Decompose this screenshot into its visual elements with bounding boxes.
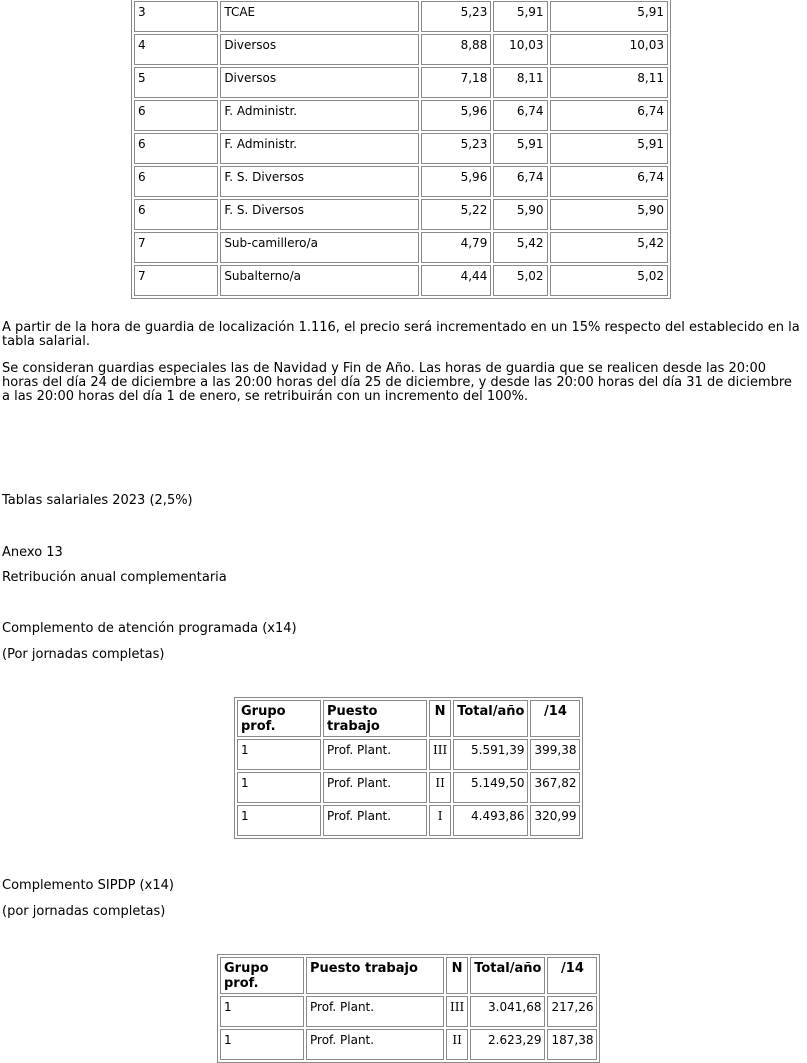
col-n: N xyxy=(446,957,468,994)
col-14: /14 xyxy=(530,700,580,737)
cell-puesto: F. S. Diversos xyxy=(220,166,419,197)
cell-price-3: 5,91 xyxy=(550,1,668,32)
cell-price-2: 5,42 xyxy=(493,232,547,263)
cell-n: III xyxy=(429,739,451,770)
cell-grupo: 1 xyxy=(237,739,321,770)
cell-total: 5.591,39 xyxy=(453,739,528,770)
cell-price-2: 10,03 xyxy=(493,34,547,65)
col-total: Total/año xyxy=(470,957,545,994)
cell-price-3: 6,74 xyxy=(550,100,668,131)
cell-14: 367,82 xyxy=(530,772,580,803)
cell-total: 2.623,29 xyxy=(470,1029,545,1060)
cell-price-base: 5,96 xyxy=(421,166,491,197)
annex-label: Anexo 13 xyxy=(2,545,63,560)
cell-grupo: 7 xyxy=(134,232,218,263)
cell-price-base: 5,23 xyxy=(421,133,491,164)
cell-price-3: 5,42 xyxy=(550,232,668,263)
cell-grupo: 6 xyxy=(134,199,218,230)
cell-price-3: 6,74 xyxy=(550,166,668,197)
col-total: Total/año xyxy=(453,700,528,737)
cell-puesto: Prof. Plant. xyxy=(323,739,427,770)
table-header-row xyxy=(237,700,580,737)
section2-subtitle: (por jornadas completas) xyxy=(2,904,166,919)
cell-14: 187,38 xyxy=(547,1029,597,1060)
cell-puesto: Prof. Plant. xyxy=(323,805,427,836)
table-row xyxy=(134,34,668,65)
cell-grupo: 1 xyxy=(220,1029,304,1060)
table-row xyxy=(220,1029,597,1060)
cell-grupo: 3 xyxy=(134,1,218,32)
cell-grupo: 1 xyxy=(237,772,321,803)
localization-paragraph: A partir de la hora de guardia de localización 1.116, el precio será incrementado en un 15% respecto del establecido en la tabla salarial. xyxy=(2,320,800,349)
cell-14: 399,38 xyxy=(530,739,580,770)
cell-grupo: 5 xyxy=(134,67,218,98)
cell-grupo: 1 xyxy=(237,805,321,836)
atencion-programada-table xyxy=(234,697,583,839)
cell-total: 3.041,68 xyxy=(470,996,545,1027)
cell-price-base: 8,88 xyxy=(421,34,491,65)
cell-puesto: Subalterno/a xyxy=(220,265,419,296)
table-row xyxy=(134,199,668,230)
special-guards-paragraph: Se consideran guardias especiales las de Navidad y Fin de Año. Las horas de guardia que se realicen desde las 20:00 horas del día 24 de diciembre a las 20:00 horas del día 25 de diciembre, y desde las 20:00 horas del día 31 de diciembre a las 20:00 horas del día 1 de enero, se retribuirán con un incremento del 100%. xyxy=(2,361,792,404)
table-row xyxy=(237,739,580,770)
col-grupo: Grupo prof. xyxy=(220,957,304,994)
cell-14: 217,26 xyxy=(547,996,597,1027)
cell-price-base: 5,22 xyxy=(421,199,491,230)
table-row xyxy=(134,166,668,197)
table-row xyxy=(237,805,580,836)
cell-puesto: F. Administr. xyxy=(220,100,419,131)
sipdp-table xyxy=(217,954,600,1063)
salary-tables-heading: Tablas salariales 2023 (2,5%) xyxy=(2,493,193,508)
cell-price-base: 7,18 xyxy=(421,67,491,98)
cell-price-2: 6,74 xyxy=(493,166,547,197)
cell-price-base: 5,23 xyxy=(421,1,491,32)
cell-price-base: 5,96 xyxy=(421,100,491,131)
table-header-row xyxy=(220,957,597,994)
cell-puesto: F. S. Diversos xyxy=(220,199,419,230)
cell-grupo: 6 xyxy=(134,100,218,131)
cell-puesto: Prof. Plant. xyxy=(306,1029,444,1060)
cell-grupo: 6 xyxy=(134,133,218,164)
section1-subtitle: (Por jornadas completas) xyxy=(2,647,165,662)
cell-price-2: 5,02 xyxy=(493,265,547,296)
annual-retribution-label: Retribución anual complementaria xyxy=(2,570,227,585)
cell-price-2: 8,11 xyxy=(493,67,547,98)
cell-grupo: 6 xyxy=(134,166,218,197)
cell-puesto: Sub-camillero/a xyxy=(220,232,419,263)
col-14: /14 xyxy=(547,957,597,994)
table-row xyxy=(134,1,668,32)
cell-puesto: F. Administr. xyxy=(220,133,419,164)
cell-price-3: 5,02 xyxy=(550,265,668,296)
cell-price-base: 4,44 xyxy=(421,265,491,296)
cell-n: II xyxy=(429,772,451,803)
cell-puesto: Diversos xyxy=(220,34,419,65)
cell-puesto: Diversos xyxy=(220,67,419,98)
col-puesto: Puesto trabajo xyxy=(323,700,427,737)
table-row xyxy=(134,232,668,263)
col-puesto: Puesto trabajo xyxy=(306,957,444,994)
cell-puesto: TCAE xyxy=(220,1,419,32)
col-n: N xyxy=(429,700,451,737)
cell-14: 320,99 xyxy=(530,805,580,836)
cell-price-3: 10,03 xyxy=(550,34,668,65)
cell-price-2: 5,91 xyxy=(493,1,547,32)
cell-puesto: Prof. Plant. xyxy=(323,772,427,803)
cell-grupo: 1 xyxy=(220,996,304,1027)
section1-title: Complemento de atención programada (x14) xyxy=(2,621,297,636)
cell-total: 4.493,86 xyxy=(453,805,528,836)
section2-title: Complemento SIPDP (x14) xyxy=(2,878,174,893)
cell-grupo: 7 xyxy=(134,265,218,296)
cell-price-base: 4,79 xyxy=(421,232,491,263)
cell-price-2: 6,74 xyxy=(493,100,547,131)
cell-n: I xyxy=(429,805,451,836)
cell-grupo: 4 xyxy=(134,34,218,65)
cell-price-3: 5,90 xyxy=(550,199,668,230)
cell-price-3: 8,11 xyxy=(550,67,668,98)
guardia-price-table xyxy=(131,0,671,299)
table-row xyxy=(134,133,668,164)
table-row xyxy=(220,996,597,1027)
cell-n: III xyxy=(446,996,468,1027)
table-row xyxy=(134,265,668,296)
table-row xyxy=(237,772,580,803)
cell-n: II xyxy=(446,1029,468,1060)
cell-puesto: Prof. Plant. xyxy=(306,996,444,1027)
cell-price-3: 5,91 xyxy=(550,133,668,164)
cell-price-2: 5,90 xyxy=(493,199,547,230)
table-row xyxy=(134,67,668,98)
cell-total: 5.149,50 xyxy=(453,772,528,803)
table-row xyxy=(134,100,668,131)
col-grupo: Grupo prof. xyxy=(237,700,321,737)
cell-price-2: 5,91 xyxy=(493,133,547,164)
